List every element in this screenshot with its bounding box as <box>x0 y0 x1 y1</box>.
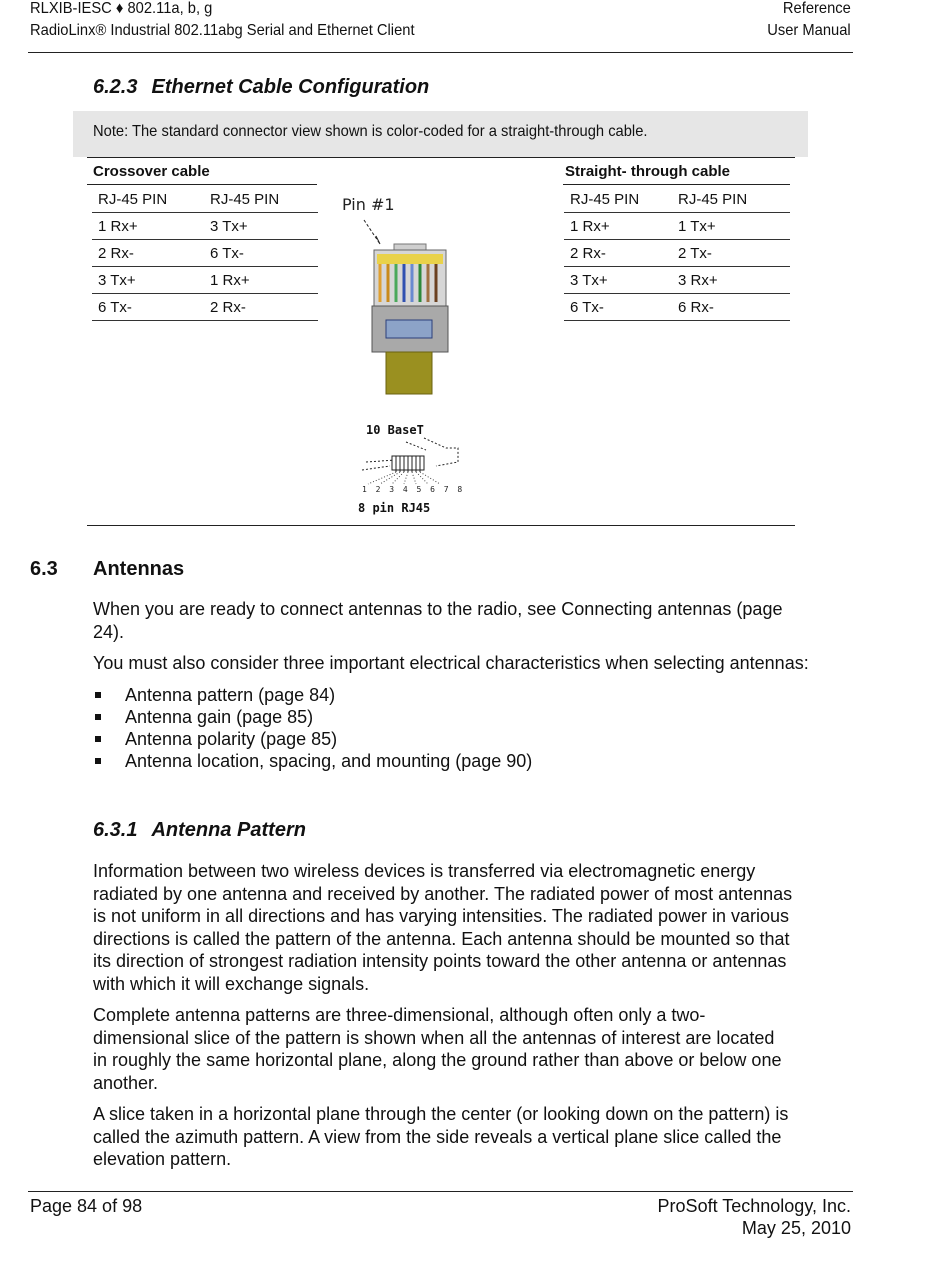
section-631-body <box>93 860 793 1171</box>
table-cell: 6 Tx- <box>564 294 672 321</box>
table-cell: 1 Rx+ <box>564 213 672 240</box>
section-title: Ethernet Cable Configuration <box>151 76 430 98</box>
paragraph: Information between two wireless devices is transferred via electromagnetic energy radiated by one antenna and received by another. The radiated power of most antennas is not uniform in all directions and has varying intensities. The radiated power in various directions is called the pattern of the antenna. Each antenna should be mounted so that its direction of strongest radiation intensity points toward the other antenna or antennas with which it will exchange signals. <box>93 861 793 994</box>
list-item: Antenna location, spacing, and mounting (page 90) <box>93 750 813 772</box>
straight-head-rule <box>563 184 790 185</box>
crossover-table <box>92 186 318 321</box>
paragraph: When you are ready to connect antennas to the radio, see Connecting antennas (page 24). <box>93 599 783 642</box>
paragraph: A slice taken in a horizontal plane through the center (or looking down on the pattern) is called the azimuth pattern. A view from the side reveals a vertical plane slice called the elevation pattern. <box>93 1104 789 1169</box>
straight-label: Straight- through cable <box>565 163 730 180</box>
header-product-name: RadioLinx® Industrial 802.11abg Serial and Ethernet Client <box>30 22 415 39</box>
section-623-heading <box>93 76 429 99</box>
crossover-head-rule <box>87 184 317 185</box>
rj45-label: 8 pin RJ45 <box>358 501 431 515</box>
table-cell: 3 Tx+ <box>92 267 204 294</box>
page-number: Page 84 of 98 <box>30 1196 143 1216</box>
section-title: Antenna Pattern <box>151 819 306 841</box>
table-cell: 2 Rx- <box>204 294 318 321</box>
table-cell: 2 Tx- <box>672 240 790 267</box>
table-row <box>92 267 318 294</box>
rj45-connector-illustration <box>336 190 476 520</box>
section-631-heading <box>93 819 306 842</box>
table-cell: 6 Tx- <box>204 240 318 267</box>
table-top-rule <box>87 157 795 158</box>
section-number: 6.2.3 <box>93 76 138 98</box>
base-label: 10 BaseT <box>366 423 424 437</box>
table-cell: 3 Tx+ <box>564 267 672 294</box>
table-bottom-rule <box>87 525 795 526</box>
note-text: Note: The standard connector view shown is color-coded for a straight-through cable. <box>93 123 648 140</box>
column-header: RJ-45 PIN <box>204 186 318 213</box>
column-header: RJ-45 PIN <box>92 186 204 213</box>
table-cell: 1 Rx+ <box>204 267 318 294</box>
table-cell: 2 Rx- <box>92 240 204 267</box>
table-row <box>564 213 790 240</box>
footer-company: ProSoft Technology, Inc. <box>657 1196 851 1216</box>
paragraph: Complete antenna patterns are three-dimensional, although often only a two-dimensional slice of the pattern is shown when all the antennas of interest are located in roughly the same horizontal plane, along the ground rather than above or below one another. <box>93 1005 782 1093</box>
column-header: RJ-45 PIN <box>672 186 790 213</box>
section-number: 6.3.1 <box>93 819 138 841</box>
section-63-number: 6.3 <box>30 558 58 580</box>
list-item: Antenna pattern (page 84) <box>93 684 813 706</box>
table-cell: 6 Rx- <box>672 294 790 321</box>
table-row <box>564 186 790 213</box>
straight-table <box>564 186 790 321</box>
crossover-label: Crossover cable <box>93 163 210 180</box>
footer-date: May 25, 2010 <box>741 1218 851 1238</box>
section-63-title: Antennas <box>93 558 185 580</box>
header-product-line: RLXIB-IESC ♦ 802.11a, b, g <box>30 0 213 17</box>
table-row <box>92 294 318 321</box>
list-item: Antenna polarity (page 85) <box>93 728 813 750</box>
table-cell: 1 Tx+ <box>672 213 790 240</box>
table-row <box>92 186 318 213</box>
column-header: RJ-45 PIN <box>564 186 672 213</box>
table-cell: 2 Rx- <box>564 240 672 267</box>
table-cell: 3 Rx+ <box>672 267 790 294</box>
header-doc-type: User Manual <box>767 22 851 39</box>
list-item: Antenna gain (page 85) <box>93 706 813 728</box>
bullet-list <box>93 684 813 772</box>
header-section: Reference <box>783 0 851 17</box>
table-row <box>564 267 790 294</box>
table-row <box>564 240 790 267</box>
paragraph: You must also consider three important electrical characteristics when selecting antennas: <box>93 653 809 673</box>
rj45-figure <box>336 190 476 520</box>
header-rule <box>28 52 853 53</box>
table-row <box>564 294 790 321</box>
section-63-body <box>93 598 813 772</box>
table-row <box>92 213 318 240</box>
pin1-label: Pin #1 <box>342 195 395 214</box>
footer-rule <box>28 1191 853 1192</box>
table-cell: 3 Tx+ <box>204 213 318 240</box>
pin-numbers: 1 2 3 4 5 6 7 8 <box>362 485 465 494</box>
table-cell: 1 Rx+ <box>92 213 204 240</box>
table-row <box>92 240 318 267</box>
table-cell: 6 Tx- <box>92 294 204 321</box>
